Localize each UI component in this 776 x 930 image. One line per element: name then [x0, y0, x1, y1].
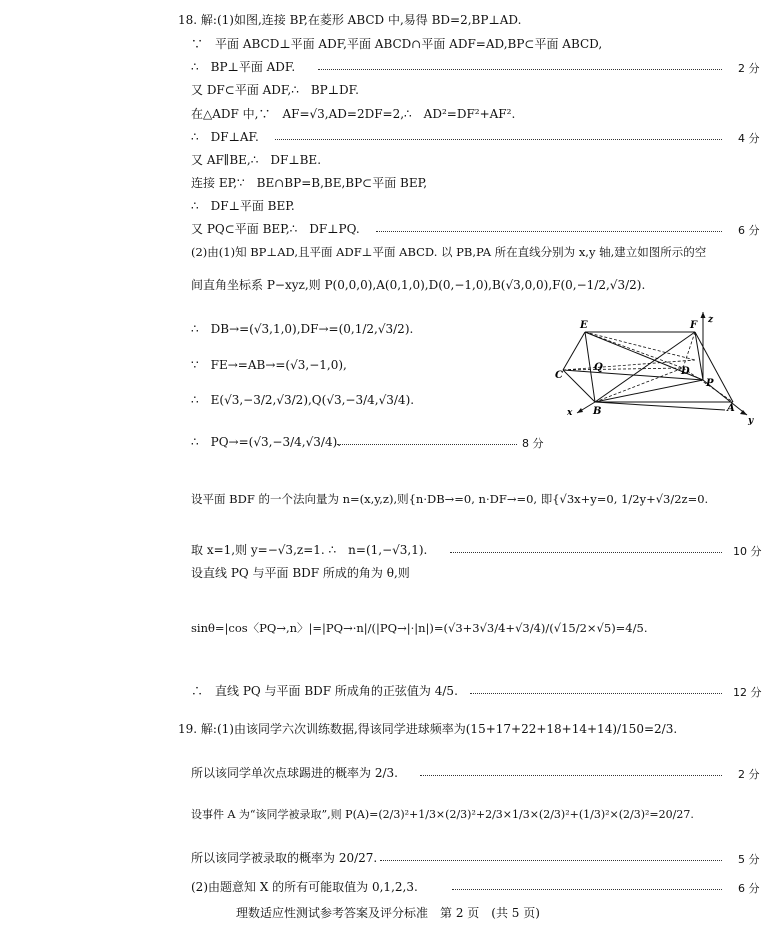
line-21: ∴ 直线 PQ 与平面 BDF 所成角的正弦值为 4/5. [191, 684, 458, 698]
score-mark: 6 分 [738, 882, 760, 895]
label-C: C [555, 370, 563, 381]
line-24: 设事件 A 为“该同学被录取”,则 P(A)=(2/3)²+1/3×(2/3)²+2/3×1/3×(2/3)²+(1/3)²×(2/3)²=20/27. [191, 808, 694, 821]
geometry-figure [555, 310, 760, 428]
line-16: ∴ PQ→=(√3,−3/4,√3/4). [191, 435, 342, 449]
line-10: 又 PQ⊂平面 BEP,∴ DF⊥PQ. [191, 222, 360, 236]
line-1: 18. 解:(1)如图,连接 BP,在菱形 ABCD 中,易得 BD=2,BP⊥AD. [178, 13, 522, 27]
score-mark: 6 分 [738, 224, 760, 237]
line-3: ∴ BP⊥平面 ADF. [191, 60, 296, 74]
score-leader [275, 139, 722, 140]
line-13: ∴ DB→=(√3,1,0),DF→=(0,1/2,√3/2). [191, 322, 414, 336]
line-12: 间直角坐标系 P−xyz,则 P(0,0,0),A(0,1,0),D(0,−1,0),B(√3,0,0),F(0,−1/2,√3/2). [191, 278, 646, 292]
label-D: D [681, 366, 690, 377]
score-mark: 8 分 [522, 437, 544, 450]
score-mark: 4 分 [738, 132, 760, 145]
line-9: ∴ DF⊥平面 BEP. [191, 199, 295, 213]
line-11: (2)由(1)知 BP⊥AD,且平面 ADF⊥平面 ABCD. 以 PB,PA 所在直线分别为 x,y 轴,建立如图所示的空 [191, 245, 707, 259]
score-leader [420, 775, 722, 776]
score-mark: 2 分 [738, 62, 760, 75]
label-Q: Q [594, 362, 603, 373]
label-z: z [708, 315, 714, 325]
score-leader [380, 860, 722, 861]
score-leader [450, 552, 722, 553]
line-23: 所以该同学单次点球踢进的概率为 2/3. [191, 766, 398, 780]
score-leader [452, 889, 722, 890]
line-26: (2)由题意知 X 的所有可能取值为 0,1,2,3. [191, 880, 418, 894]
score-mark: 2 分 [738, 768, 760, 781]
score-leader [470, 693, 722, 694]
label-y: y [748, 416, 754, 426]
score-leader [376, 231, 722, 232]
label-P: P [706, 378, 714, 389]
line-5: 在△ADF 中,∵ AF=√3,AD=2DF=2,∴ AD²=DF²+AF². [191, 107, 516, 121]
score-mark: 12 分 [733, 686, 762, 699]
score-mark: 5 分 [738, 853, 760, 866]
line-2: ∵ 平面 ABCD⊥平面 ADF,平面 ABCD∩平面 ADF=AD,BP⊂平面 ABCD, [191, 37, 603, 51]
line-18: 取 x=1,则 y=−√3,z=1. ∴ n=(1,−√3,1). [191, 543, 428, 557]
line-20: sinθ=|cos〈PQ→,n〉|=|PQ→·n|/(|PQ→|·|n|)=(√3+3√3/4+√3/4)/(√15/2×√5)=4/5. [191, 621, 648, 635]
score-leader [337, 444, 517, 445]
line-4: 又 DF⊂平面 ADF,∴ BP⊥DF. [191, 83, 359, 97]
page-footer: 理数适应性测试参考答案及评分标准 第 2 页 (共 5 页) [236, 906, 540, 920]
score-mark: 10 分 [733, 545, 762, 558]
line-7: 又 AF∥BE,∴ DF⊥BE. [191, 153, 322, 167]
label-E: E [580, 320, 588, 331]
line-22: 19. 解:(1)由该同学六次训练数据,得该同学进球频率为(15+17+22+18+14+14)/150=2/3. [178, 722, 678, 736]
line-8: 连接 EP,∵ BE∩BP=B,BE,BP⊂平面 BEP, [191, 176, 428, 190]
label-x: x [567, 408, 573, 418]
score-leader [318, 69, 722, 70]
label-F: F [690, 320, 698, 331]
line-15: ∴ E(√3,−3/2,√3/2),Q(√3,−3/4,√3/4). [191, 393, 415, 407]
line-14: ∵ FE→=AB→=(√3,−1,0), [191, 358, 347, 372]
label-B: B [593, 406, 602, 417]
label-A: A [727, 403, 735, 414]
line-19: 设直线 PQ 与平面 BDF 所成的角为 θ,则 [191, 566, 410, 580]
line-6: ∴ DF⊥AF. [191, 130, 259, 144]
line-17: 设平面 BDF 的一个法向量为 n=(x,y,z),则{n·DB→=0, n·DF→=0, 即{√3x+y=0, 1/2y+√3/2z=0. [191, 492, 709, 506]
line-25: 所以该同学被录取的概率为 20/27. [191, 851, 378, 865]
